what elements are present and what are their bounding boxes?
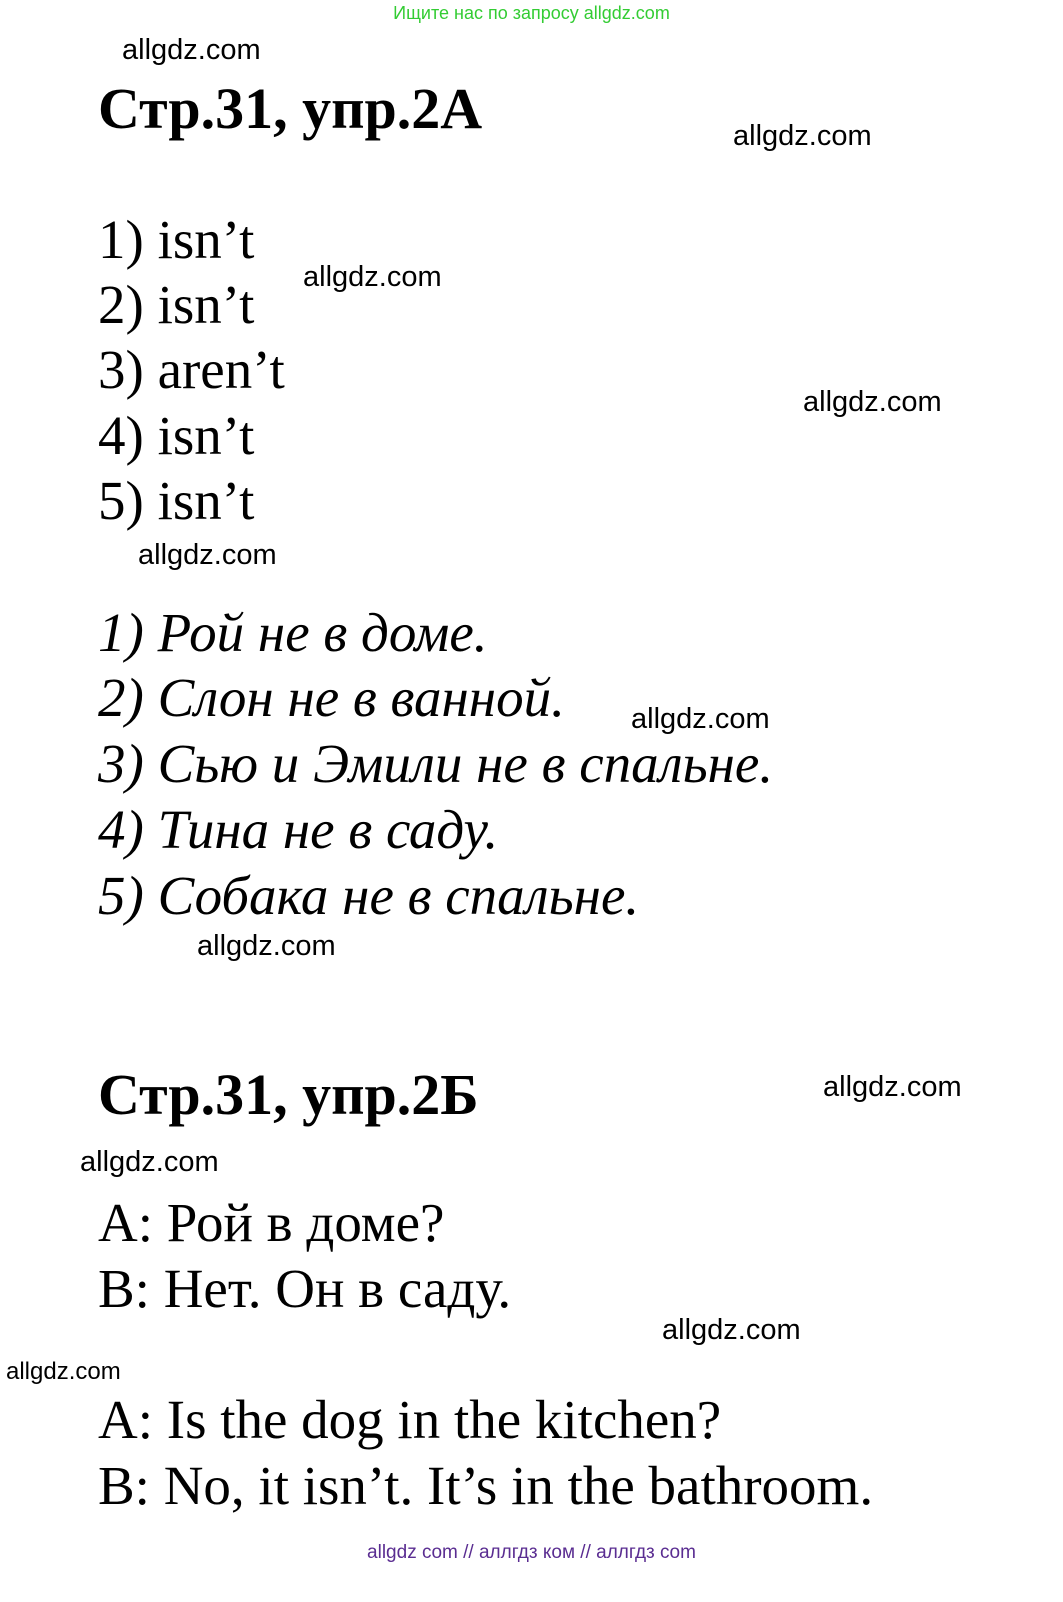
answer-item: 3) aren’t [98,339,285,400]
watermark: allgdz.com [823,1071,962,1103]
dialog-line: A: Рой в доме? [98,1192,445,1253]
translation-item: 1) Рой не в доме. [98,602,488,663]
watermark: allgdz.com [80,1146,219,1178]
answer-item: 1) isn’t [98,209,255,270]
translation-item: 3) Сью и Эмили не в спальне. [98,733,774,794]
section-b-heading: Стр.31, упр.2Б [98,1062,479,1127]
watermark: allgdz.com [138,539,277,571]
translation-item: 5) Собака не в спальне. [98,865,640,926]
top-banner: Ищите нас по запросу allgdz.com [393,3,670,23]
watermark: allgdz.com [662,1314,801,1346]
answer-item: 4) isn’t [98,405,255,466]
watermark: allgdz.com [122,34,261,66]
dialog-line: B: No, it isn’t. It’s in the bathroom. [98,1455,874,1516]
translation-item: 2) Слон не в ванной. [98,667,565,728]
footer-links: allgdz com // аллгдз ком // аллгдз com [367,1542,696,1563]
watermark: allgdz.com [803,386,942,418]
section-a-heading: Стр.31, упр.2А [98,76,483,141]
answer-item: 2) isn’t [98,274,255,335]
watermark: allgdz.com [303,261,442,293]
dialog-line: B: Нет. Он в саду. [98,1258,512,1319]
watermark: allgdz.com [6,1358,121,1385]
answer-item: 5) isn’t [98,470,255,531]
translation-item: 4) Тина не в саду. [98,799,499,860]
watermark: allgdz.com [631,703,770,735]
watermark: allgdz.com [197,930,336,962]
dialog-line: A: Is the dog in the kitchen? [98,1389,722,1450]
watermark: allgdz.com [733,120,872,152]
